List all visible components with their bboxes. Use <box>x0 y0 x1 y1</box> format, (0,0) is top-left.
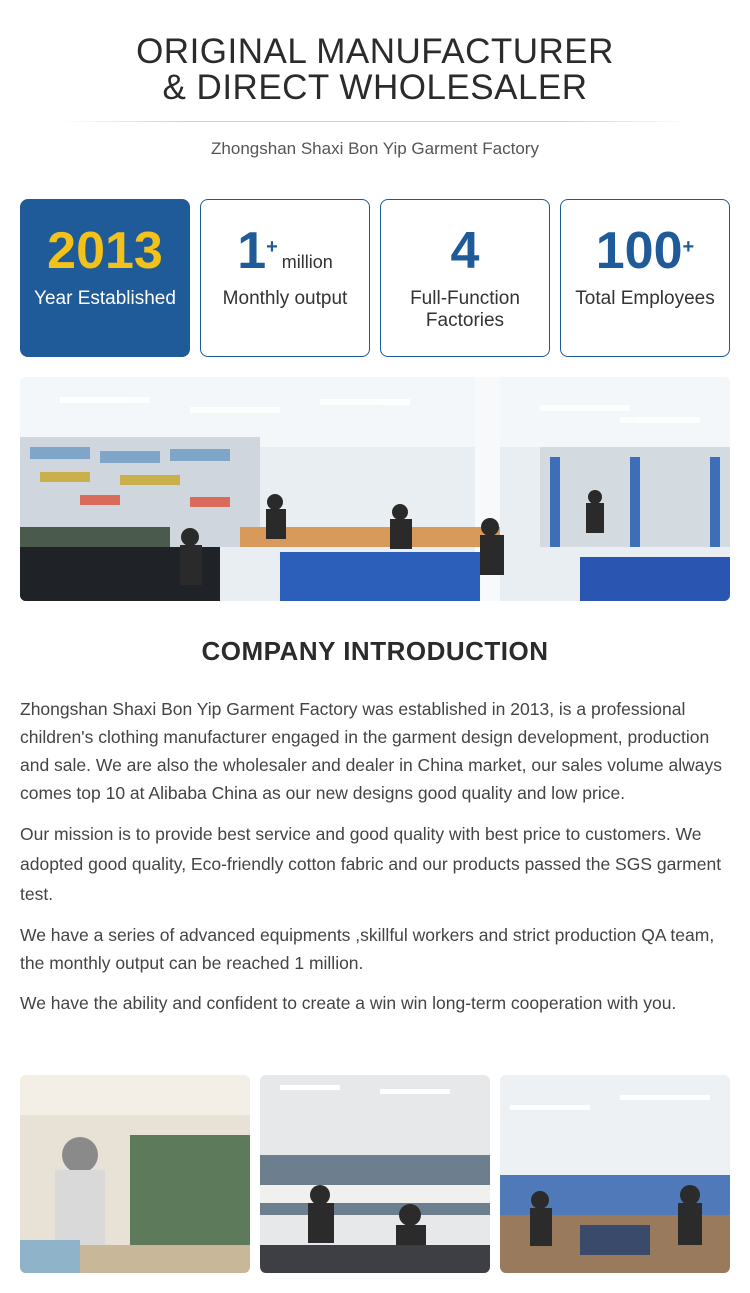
stat-value <box>201 224 369 289</box>
hero-title-line2: & DIRECT WHOLESALER <box>162 68 588 107</box>
intro-paragraph: We have the ability and confident to create a win win long-term cooperation with you. <box>20 993 677 1013</box>
stat-card-year-established <box>20 199 190 357</box>
factory-subtitle: Zhongshan Shaxi Bon Yip Garment Factory <box>211 139 539 158</box>
stat-unit: million <box>281 252 333 272</box>
stat-card-employees <box>560 199 730 357</box>
factory-warehouse-photo <box>20 377 730 601</box>
gallery-photo-workshop <box>500 1075 730 1273</box>
intro-paragraph: Our mission is to provide best service and good quality with best price to customers. We adopted good quality, Eco-friendly cotton fabric and our products passed the SGS garment test. <box>20 824 722 904</box>
hero-title <box>0 34 750 106</box>
stat-number: 1 <box>237 222 267 280</box>
stat-value <box>21 224 189 278</box>
stat-label: Monthly output <box>222 288 348 309</box>
stat-plus: + <box>266 236 278 258</box>
stat-label: Full-Function Factories <box>410 288 520 331</box>
stat-label: Total Employees <box>575 288 715 309</box>
stat-number: 4 <box>450 222 480 280</box>
factory-gallery <box>20 1075 730 1273</box>
company-introduction-text <box>20 695 732 1029</box>
stat-card-factories <box>380 199 550 357</box>
title-divider <box>60 121 690 122</box>
stat-plus: + <box>682 236 695 258</box>
hero-title-line1: ORIGINAL MANUFACTURER <box>136 32 614 71</box>
gallery-photo-sewing-line <box>260 1075 490 1273</box>
stats-row <box>20 199 730 357</box>
stat-value <box>381 224 549 278</box>
intro-paragraph: We have a series of advanced equipments ,skillful workers and strict production QA team, the monthly output can be reached 1 million. <box>20 925 715 973</box>
stat-card-monthly-output <box>200 199 370 357</box>
stat-value <box>561 224 729 278</box>
stat-number: 100 <box>595 222 683 280</box>
stat-number: 2013 <box>47 222 163 280</box>
gallery-photo-worker-sewing <box>20 1075 250 1273</box>
company-introduction-heading: COMPANY INTRODUCTION <box>201 636 549 666</box>
intro-paragraph: Zhongshan Shaxi Bon Yip Garment Factory was established in 2013, is a professional children's clothing manufacturer engaged in the garment design development, production and sale. We are also the wholesaler and dealer in China market, our sales volume always comes top 10 at Alibaba China as our new designs good quality and low price. <box>20 699 722 803</box>
stat-label: Year Established <box>34 288 176 309</box>
